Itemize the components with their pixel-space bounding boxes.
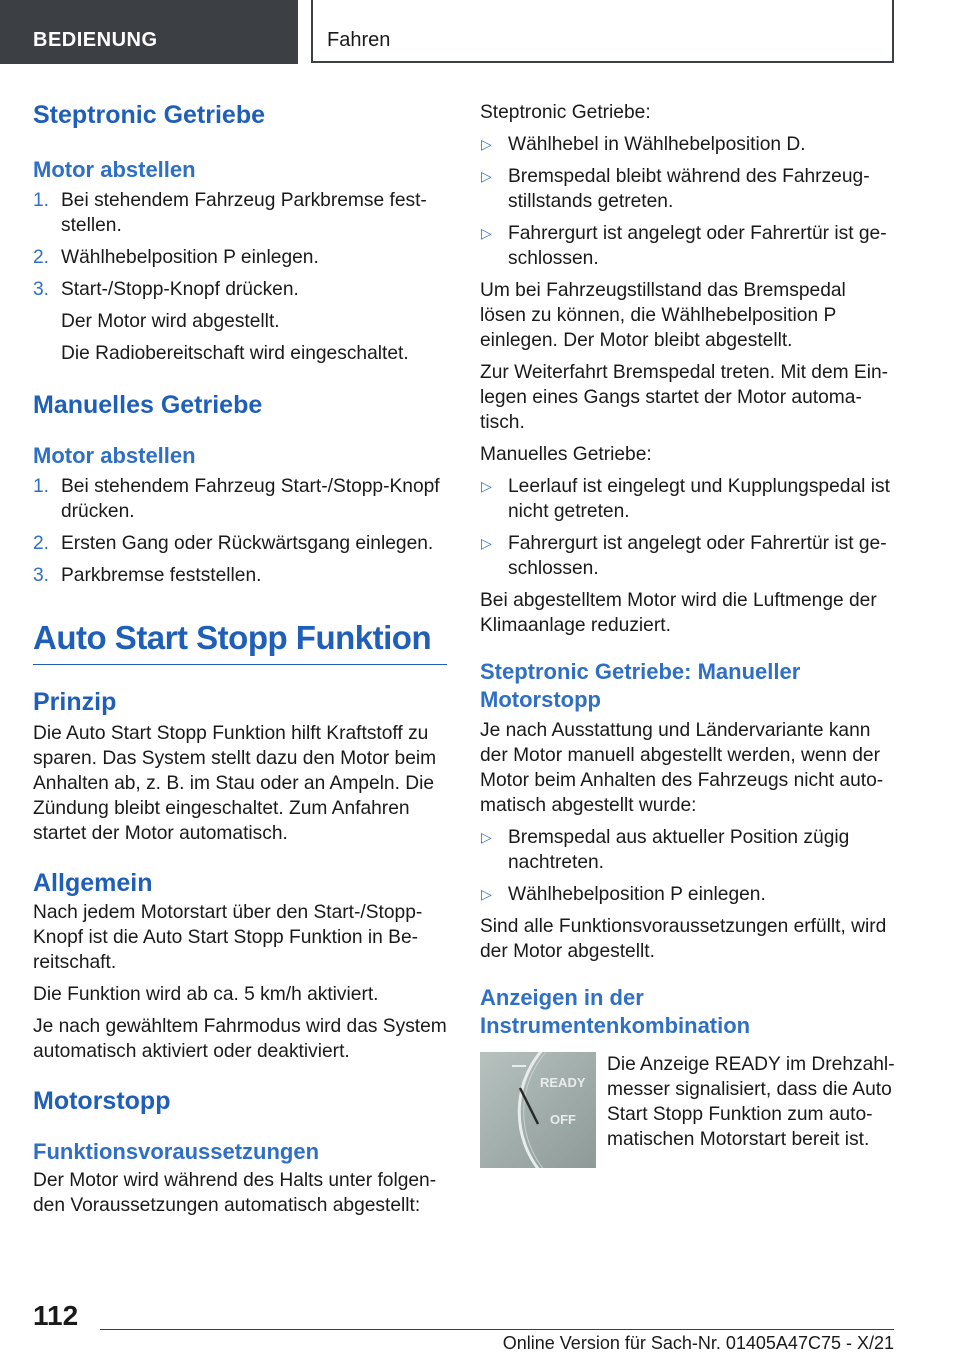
text-weiterfahrt: Zur Weiterfahrt Bremspedal treten. Mit dem Einlegen eines Gangs startet der Motor automatisch. [480, 362, 889, 433]
list-item: ▷ Bremspedal aus aktueller Position zügig nachtreten. [481, 827, 850, 873]
tachometer-ready-image [480, 1052, 596, 1168]
steps-manuell [33, 474, 447, 588]
text-funktionsvoraussetzungen: Der Motor wird während des Halts unter folgenden Voraussetzungen automatisch abgestellt: [33, 1170, 437, 1216]
list-item: ▷ Wählhebel in Wählhebelposition D. [481, 134, 806, 155]
text-allgemein-2: Die Funktion wird ab ca. 5 km/h aktiviert. [33, 984, 379, 1005]
heading-steptronic: Steptronic Getriebe [33, 101, 265, 129]
list-item: 2. Wählhebelposition P einlegen. [33, 247, 319, 268]
note-radiobereitschaft: Die Radiobereitschaft wird eingeschaltet. [61, 343, 409, 364]
text-ready: Die Anzeige READY im Drehzahlmesser signalisiert, dass die Auto Start Stopp Funktion zum automatischen Motorstart bereit ist. [607, 1054, 895, 1150]
chapter-tab [311, 0, 894, 63]
subheading-funktionsvoraussetzungen: Funktionsvoraussetzungen [33, 1139, 320, 1164]
tachometer-ready-icon [480, 1052, 596, 1168]
footer-version: Online Version für Sach-Nr. 01405A47C75 - X/21 [502, 1333, 894, 1353]
steps-steptronic [33, 188, 447, 302]
heading-motorstopp: Motorstopp [33, 1087, 171, 1115]
svg-text:OFF: OFF [550, 1112, 576, 1127]
chapter-label: Fahren [327, 29, 391, 51]
svg-text:READY: READY [540, 1075, 586, 1090]
bullets-manueller [480, 825, 896, 907]
list-item: ▷ Leerlauf ist eingelegt und Kupplungspedal ist nicht getreten. [481, 476, 890, 522]
triangle-bullet-icon: ▷ [481, 225, 492, 241]
text-prinzip: Die Auto Start Stopp Funktion hilft Kraftstoff zu sparen. Das System stellt dazu den Motor beim Anhalten ab, z. B. im Stau oder an Ampeln. Die Zündung bleibt eingeschaltet. Zum Anfahren startet der Motor automatisch. [33, 723, 437, 844]
list-item: 1. Bei stehendem Fahrzeug Start-/Stopp-Knopf drücken. [33, 476, 440, 522]
label-manuelles: Manuelles Getriebe: [480, 444, 652, 465]
text-allgemein-3: Je nach gewähltem Fahrmodus wird das System automatisch aktiviert oder deaktiviert. [33, 1016, 447, 1062]
text-luftmenge: Bei abgestelltem Motor wird die Luftmenge der Klimaanlage reduziert. [480, 590, 877, 636]
note-motor-abgestellt: Der Motor wird abgestellt. [61, 311, 280, 332]
heading-auto-start-stopp: Auto Start Stopp Funktion [33, 618, 447, 665]
triangle-bullet-icon: ▷ [481, 829, 492, 845]
figure-row [480, 1052, 896, 1168]
heading-prinzip: Prinzip [33, 688, 117, 716]
text-allgemein-1: Nach jedem Motorstart über den Start-/Stopp-Knopf ist die Auto Start Stopp Funktion in Bereitschaft. [33, 902, 423, 973]
list-item: 3. Start-/Stopp-Knopf drücken. [33, 279, 299, 300]
heading-manueller-motorstopp: Steptronic Getriebe: Manueller Motorstopp [480, 659, 801, 712]
text-bremspedal: Um bei Fahrzeugstillstand das Bremspedal lösen zu können, die Wählhebelposition P einlegen. Der Motor bleibt abgestellt. [480, 280, 846, 351]
subheading-motor-abstellen: Motor abstellen [33, 157, 196, 182]
section-tab [0, 0, 298, 64]
list-item: ▷ Fahrergurt ist angelegt oder Fahrertür ist geschlossen. [481, 533, 887, 579]
triangle-bullet-icon: ▷ [481, 886, 492, 902]
text-ausstattung: Je nach Ausstattung und Ländervariante kann der Motor manuell abgestellt werden, wenn der Motor beim Anhalten des Fahrzeugs nicht automatisch abgestellt wurde: [480, 720, 884, 816]
list-item: ▷ Wählhebelposition P einlegen. [481, 884, 766, 905]
heading-allgemein: Allgemein [33, 869, 153, 897]
heading-manuelles-getriebe: Manuelles Getriebe [33, 391, 263, 419]
bullets-manuelles [480, 474, 896, 581]
triangle-bullet-icon: ▷ [481, 535, 492, 551]
left-column [33, 100, 447, 1218]
triangle-bullet-icon: ▷ [481, 136, 492, 152]
right-column [480, 100, 896, 1168]
triangle-bullet-icon: ▷ [481, 478, 492, 494]
list-item: ▷ Bremspedal bleibt während des Fahrzeugstillstands getreten. [481, 166, 870, 212]
heading-anzeigen: Anzeigen in der Instrumentenkombination [480, 985, 751, 1038]
text-erfuellt: Sind alle Funktionsvoraussetzungen erfüllt, wird der Motor abgestellt. [480, 916, 887, 962]
bullets-steptronic [480, 132, 896, 271]
list-item: 3. Parkbremse feststellen. [33, 565, 262, 586]
list-item: 1. Bei stehendem Fahrzeug Parkbremse feststellen. [33, 190, 427, 236]
list-item: ▷ Fahrergurt ist angelegt oder Fahrertür ist geschlossen. [481, 223, 887, 269]
section-label: BEDIENUNG [33, 29, 158, 51]
label-steptronic: Steptronic Getriebe: [480, 102, 651, 123]
footer-divider [100, 1329, 894, 1330]
triangle-bullet-icon: ▷ [481, 168, 492, 184]
list-item: 2. Ersten Gang oder Rückwärtsgang einlegen. [33, 533, 434, 554]
page-number: 112 [33, 1300, 79, 1331]
subheading-motor-abstellen-2: Motor abstellen [33, 443, 196, 468]
